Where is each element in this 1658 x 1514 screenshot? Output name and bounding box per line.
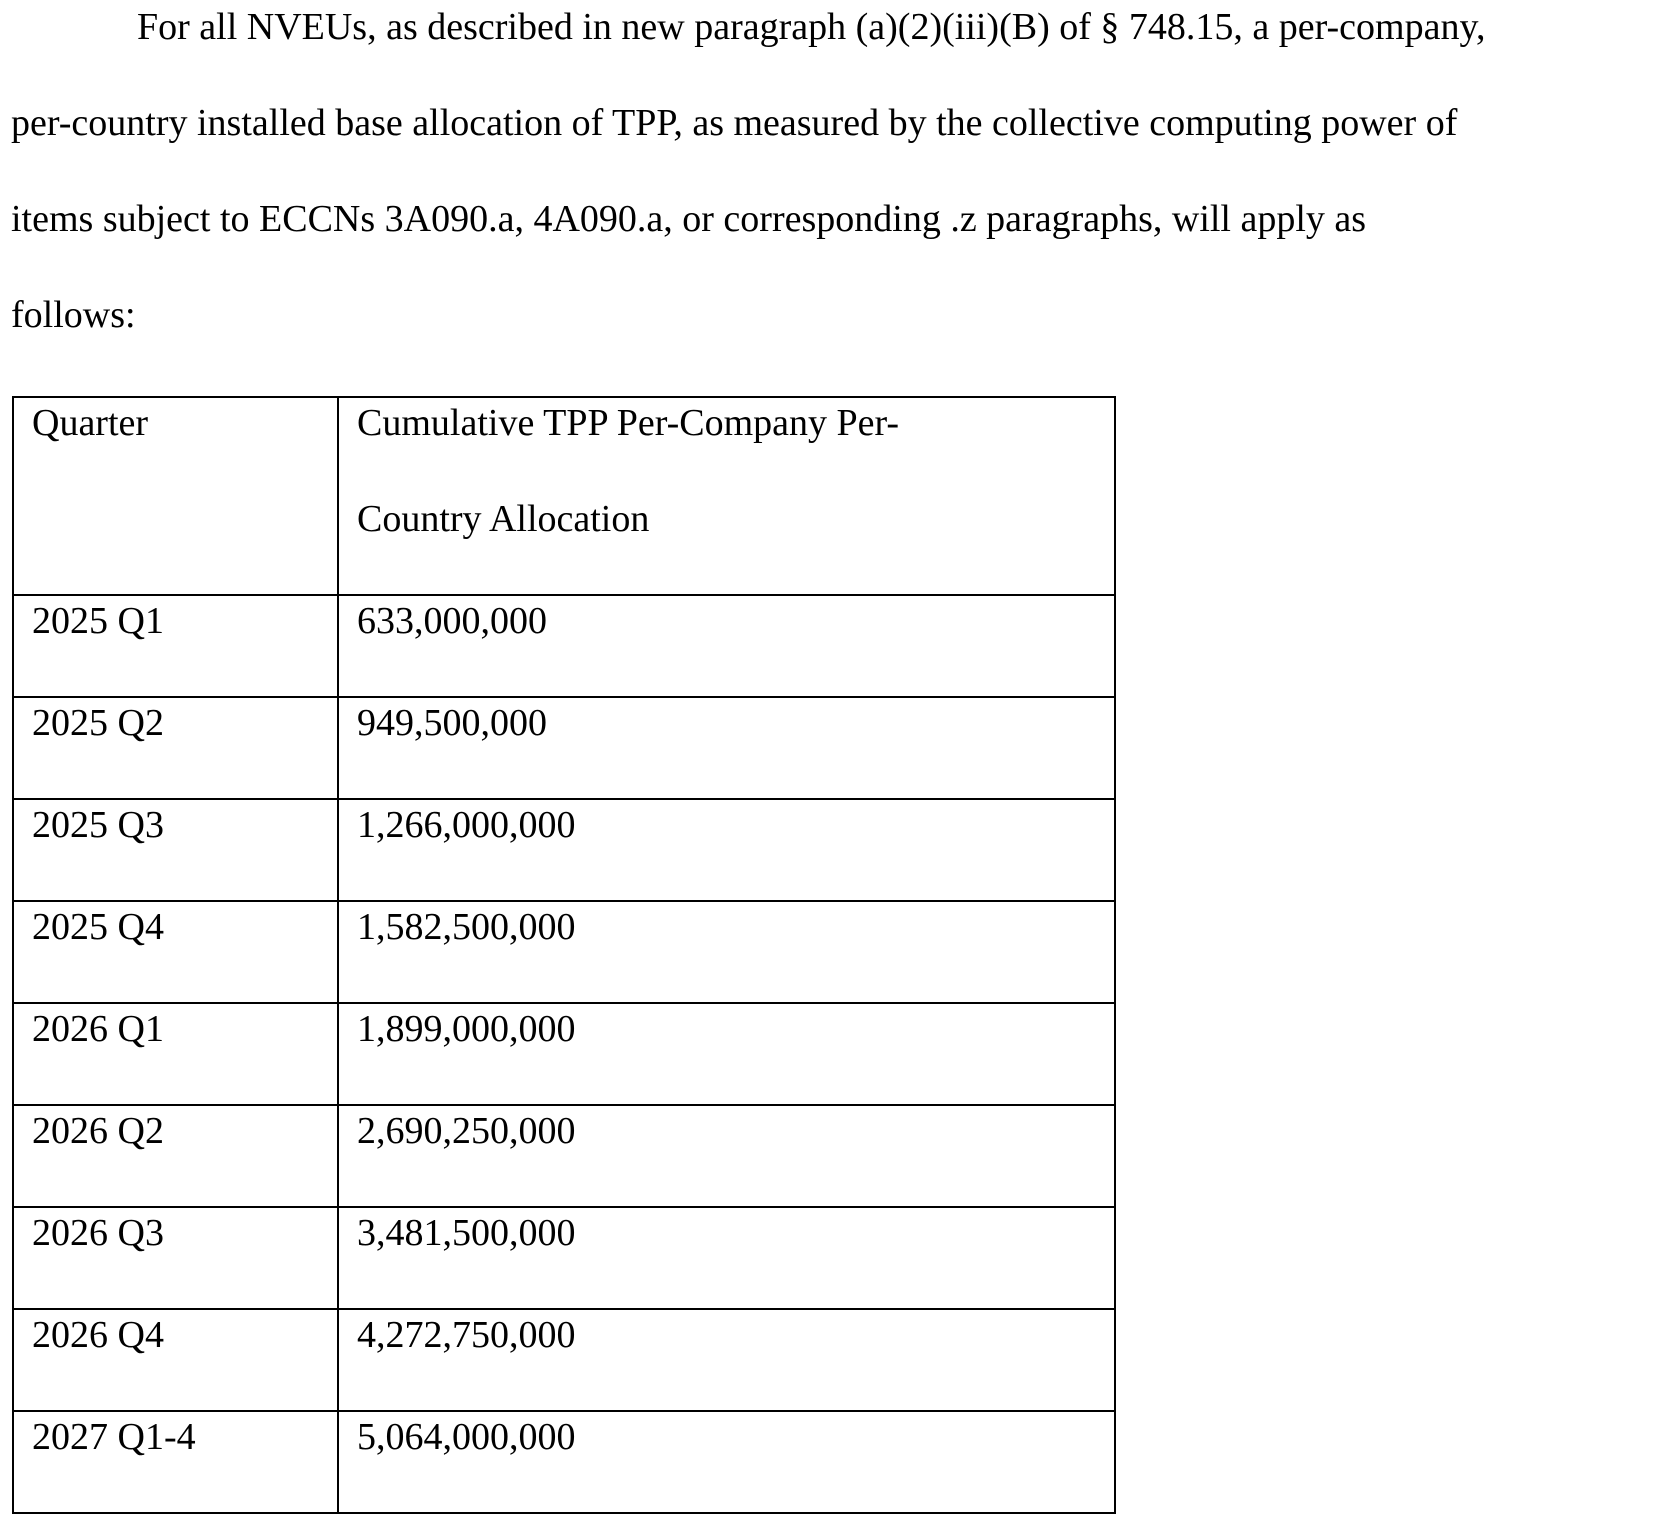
table-row — [13, 697, 1115, 799]
paragraph-line: per-country installed base allocation of TPP, as measured by the collective computing power of — [11, 102, 1458, 144]
allocation-cell: 1,899,000,000 — [338, 1003, 1115, 1105]
table-row — [13, 1207, 1115, 1309]
quarter-cell: 2026 Q3 — [13, 1207, 338, 1309]
table-row — [13, 595, 1115, 697]
paragraph-line: items subject to ECCNs 3A090.a, 4A090.a, or corresponding .z paragraphs, will apply as — [11, 198, 1367, 240]
allocation-cell: 5,064,000,000 — [338, 1411, 1115, 1513]
quarter-cell: 2026 Q2 — [13, 1105, 338, 1207]
header-allocation — [338, 397, 1115, 595]
table-row — [13, 1309, 1115, 1411]
table-row — [13, 1003, 1115, 1105]
quarter-cell: 2025 Q3 — [13, 799, 338, 901]
table-row — [13, 901, 1115, 1003]
paragraph-line: follows: — [11, 294, 136, 336]
allocation-cell: 4,272,750,000 — [338, 1309, 1115, 1411]
allocation-cell: 633,000,000 — [338, 595, 1115, 697]
allocation-cell: 1,582,500,000 — [338, 901, 1115, 1003]
header-allocation-line2: Country Allocation — [357, 498, 650, 540]
allocation-cell: 1,266,000,000 — [338, 799, 1115, 901]
quarter-cell: 2025 Q4 — [13, 901, 338, 1003]
paragraph-line: For all NVEUs, as described in new paragraph (a)(2)(iii)(B) of § 748.15, a per-company, — [137, 6, 1486, 48]
allocation-cell: 2,690,250,000 — [338, 1105, 1115, 1207]
table-header-row — [13, 397, 1115, 595]
quarter-cell: 2025 Q2 — [13, 697, 338, 799]
header-quarter: Quarter — [13, 397, 338, 595]
allocation-cell: 949,500,000 — [338, 697, 1115, 799]
table-row — [13, 1105, 1115, 1207]
allocation-table — [12, 396, 1116, 1514]
quarter-cell: 2027 Q1-4 — [13, 1411, 338, 1513]
quarter-cell: 2025 Q1 — [13, 595, 338, 697]
table-row — [13, 799, 1115, 901]
quarter-cell: 2026 Q1 — [13, 1003, 338, 1105]
header-allocation-line1: Cumulative TPP Per-Company Per- — [357, 402, 900, 444]
table-row — [13, 1411, 1115, 1513]
quarter-cell: 2026 Q4 — [13, 1309, 338, 1411]
allocation-cell: 3,481,500,000 — [338, 1207, 1115, 1309]
